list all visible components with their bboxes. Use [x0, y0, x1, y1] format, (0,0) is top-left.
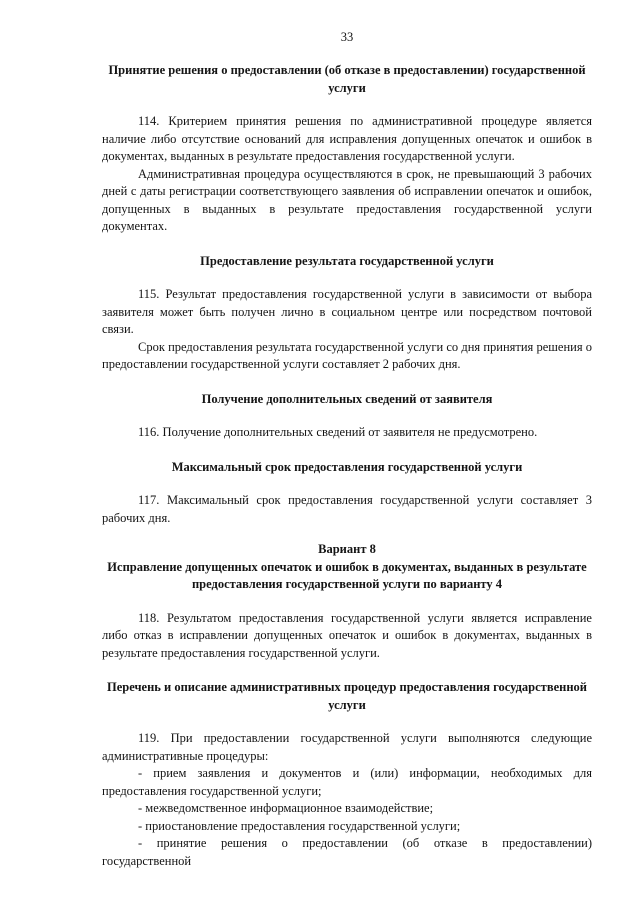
paragraph-119: 119. При предоставлении государственной услуги выполняются следующие административные процедуры: [102, 731, 592, 763]
page-number: 33 [340, 30, 354, 44]
paragraph-118: 118. Результатом предоставления государственной услуги является исправление либо отказ в исправлении допущенных опечаток и ошибок в документах, выданных в результате предоставления государственной услуги. [102, 610, 592, 660]
list-item: - прием заявления и документов и (или) информации, необходимых для предоставления государственной услуги; [102, 766, 592, 798]
section-heading-variant-8: Исправление допущенных опечаток и ошибок в документах, выданных в результате предоставления государственной услуги по варианту 4 [107, 559, 587, 591]
section-heading-procedures: Перечень и описание административных процедур предоставления государственной услуги [107, 680, 587, 712]
variant-title: Вариант 8 [318, 542, 376, 556]
paragraph-115: 115. Результат предоставления государственной услуги в зависимости от выбора заявителя может быть получен лично в социальном центре или посредством почтовой связи. [102, 287, 592, 336]
list-item: - принятие решения о предоставлении (об отказе в предоставлении) государственной [102, 836, 592, 868]
paragraph-114-term: Административная процедура осуществляются в срок, не превышающий 3 рабочих дней с даты регистрации соответствующего заявления об исправлении опечаток и ошибок, допущенных в выданных в результате предоставления государственной услуги документах. [102, 166, 592, 233]
list-item: - приостановление предоставления государственной услуги; [138, 818, 461, 833]
section-heading-result: Предоставление результата государственной услуги [200, 253, 494, 268]
paragraph-115-term: Срок предоставления результата государственной услуги со дня принятия решения о предоставлении государственной услуги составляет 2 рабочих дня. [102, 339, 592, 371]
section-heading-decision: Принятие решения о предоставлении (об отказе в предоставлении) государственной услуги [108, 63, 586, 95]
section-heading-max-term: Максимальный срок предоставления государственной услуги [171, 459, 523, 474]
section-heading-additional-info: Получение дополнительных сведений от заявителя [201, 391, 493, 406]
paragraph-117: 117. Максимальный срок предоставления государственной услуги составляет 3 рабочих дня. [102, 493, 592, 525]
paragraph-114: 114. Критерием принятия решения по административной процедуре является наличие либо отсутствие оснований для исправления допущенных опечаток и ошибок в документах, выданных в результате предоставления государственной услуги. [102, 114, 592, 163]
paragraph-116: 116. Получение дополнительных сведений от заявителя не предусмотрено. [138, 425, 538, 439]
list-item: - межведомственное информационное взаимодействие; [138, 801, 434, 815]
